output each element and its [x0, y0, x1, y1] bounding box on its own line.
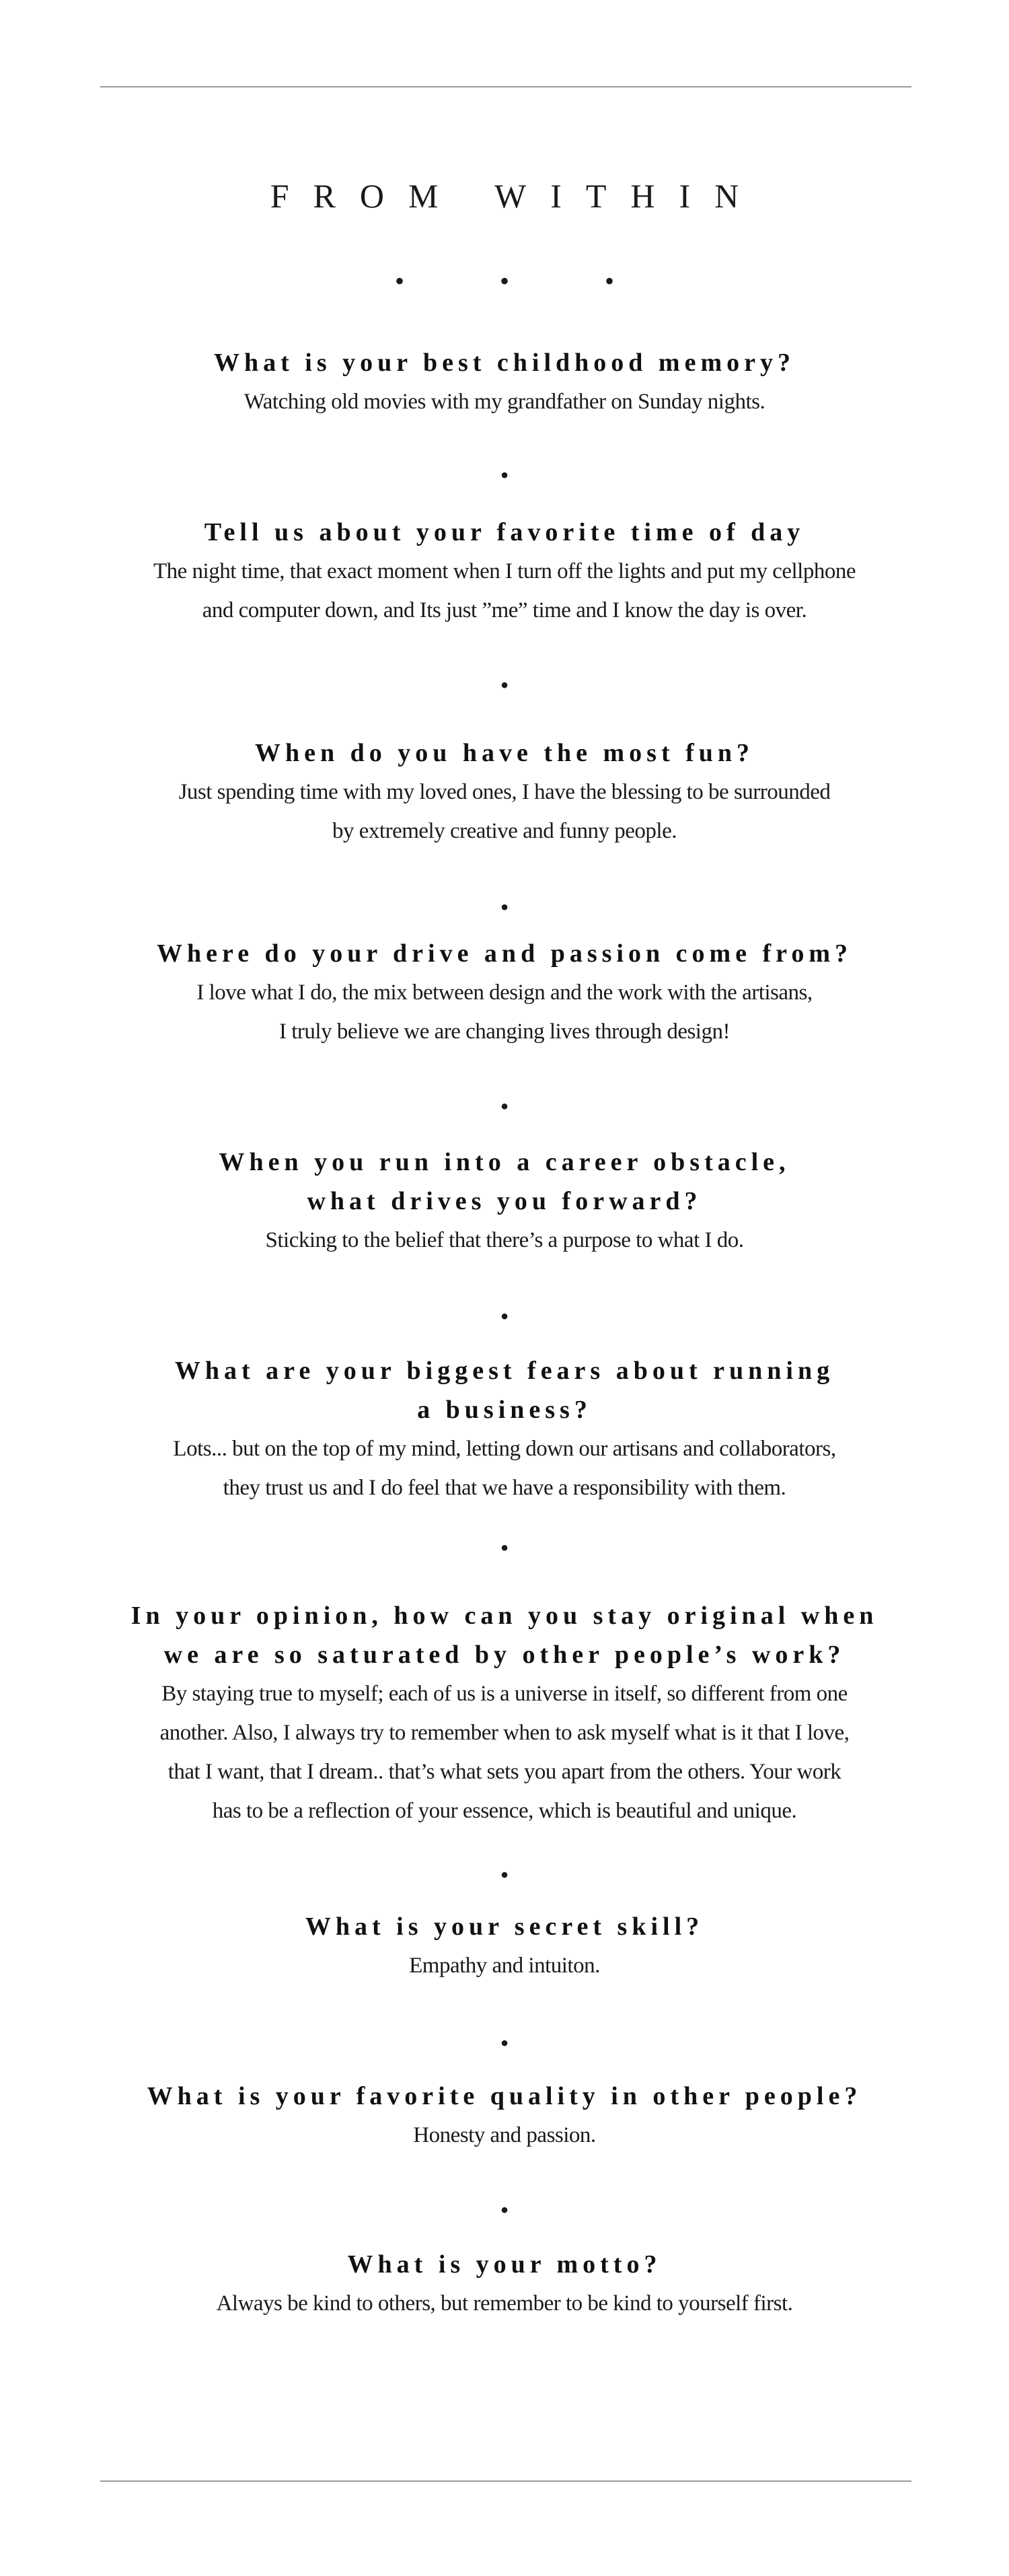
- question-line: Where do your drive and passion come from?: [157, 939, 852, 968]
- answer-line: Empathy and intuiton.: [409, 1954, 600, 1978]
- answer-line: The night time, that exact moment when I turn off the lights and put my cellphone: [153, 559, 856, 583]
- question: [101, 513, 908, 552]
- question-line: In your opinion, how can you stay original when: [130, 1602, 879, 1630]
- answer-line: I love what I do, the mix between design and the work with the artisans,: [196, 980, 813, 1005]
- answer: [101, 1946, 908, 1985]
- answer: [101, 552, 908, 630]
- answer: [101, 382, 908, 421]
- answer-line: I truly believe we are changing lives through design!: [279, 1019, 730, 1044]
- answer-line: by extremely creative and funny people.: [332, 819, 677, 843]
- answer-line: and computer down, and Its just ”me” time and I know the day is over.: [202, 598, 807, 622]
- qa-item-favorite-time: [101, 513, 908, 630]
- answer: [101, 2116, 908, 2155]
- qa-item-secret-skill: [101, 1907, 908, 1985]
- answer: [101, 773, 908, 851]
- question: [101, 2245, 908, 2284]
- question: [101, 934, 908, 973]
- answer-line: Sticking to the belief that there’s a purpose to what I do.: [265, 1228, 744, 1252]
- question-line: What is your favorite quality in other people?: [147, 2082, 862, 2110]
- separator-dot: •: [500, 1303, 509, 1330]
- separator-dot: •: [500, 2196, 509, 2223]
- qa-item-childhood-memory: [101, 343, 908, 421]
- question-line: Tell us about your favorite time of day: [204, 518, 805, 546]
- separator-dot: •: [500, 1093, 509, 1120]
- answer-line: Always be kind to others, but remember to be kind to yourself first.: [216, 2291, 793, 2316]
- question: [101, 343, 908, 382]
- answer: [101, 1221, 908, 1260]
- answer-line: Honesty and passion.: [413, 2123, 596, 2147]
- question: [101, 1143, 908, 1221]
- question: [101, 734, 908, 773]
- answer-line: By staying true to myself; each of us is a universe in itself, so different from one: [161, 1682, 848, 1706]
- answer: [101, 2284, 908, 2323]
- answer-line: Watching old movies with my grandfather on Sunday nights.: [244, 390, 765, 414]
- top-divider: [100, 86, 911, 87]
- question-line: what drives you forward?: [307, 1187, 702, 1215]
- answer-line: another. Also, I always try to remember when to ask myself what is it that I love,: [159, 1721, 850, 1745]
- answer-line: has to be a reflection of your essence, which is beautiful and unique.: [212, 1799, 797, 1823]
- qa-item-biggest-fears: [101, 1351, 908, 1507]
- answer-line: they trust us and I do feel that we have a responsibility with them.: [223, 1476, 786, 1500]
- separator-dot: •: [500, 1861, 509, 1888]
- separator-dot: •: [500, 894, 509, 921]
- qa-item-stay-original: [101, 1596, 908, 1830]
- title-ornament-dots: • • •: [394, 266, 659, 296]
- question-line: What is your secret skill?: [305, 1912, 704, 1941]
- qa-item-drive-passion: [101, 934, 908, 1051]
- answer: [101, 973, 908, 1051]
- answer: [101, 1429, 908, 1507]
- question-line: When do you have the most fun?: [254, 739, 755, 767]
- answer-line: that I want, that I dream.. that’s what sets you apart from the others. Your work: [167, 1760, 842, 1784]
- question-line: When you run into a career obstacle,: [219, 1148, 790, 1176]
- page-title: FROM WITHIN: [270, 177, 763, 215]
- bottom-divider: [100, 2480, 911, 2482]
- answer-line: Lots... but on the top of my mind, letting down our artisans and collaborators,: [173, 1437, 836, 1461]
- separator-dot: •: [500, 672, 509, 699]
- question: [101, 1596, 908, 1674]
- question-line: a business?: [417, 1396, 592, 1424]
- separator-dot: •: [500, 2030, 509, 2056]
- answer-line: Just spending time with my loved ones, I have the blessing to be surrounded: [178, 780, 831, 804]
- question-line: we are so saturated by other people’s work?: [163, 1641, 846, 1669]
- separator-dot: •: [500, 462, 509, 489]
- question: [101, 1351, 908, 1429]
- separator-dot: •: [500, 1534, 509, 1561]
- qa-item-most-fun: [101, 734, 908, 851]
- qa-item-career-obstacle: [101, 1143, 908, 1260]
- question-line: What is your motto?: [347, 2250, 662, 2279]
- question-line: What are your biggest fears about running: [174, 1357, 835, 1385]
- question: [101, 1907, 908, 1946]
- answer: [101, 1674, 908, 1830]
- question: [101, 2077, 908, 2116]
- qa-item-favorite-quality: [101, 2077, 908, 2155]
- question-line: What is your best childhood memory?: [214, 349, 795, 377]
- qa-item-motto: [101, 2245, 908, 2323]
